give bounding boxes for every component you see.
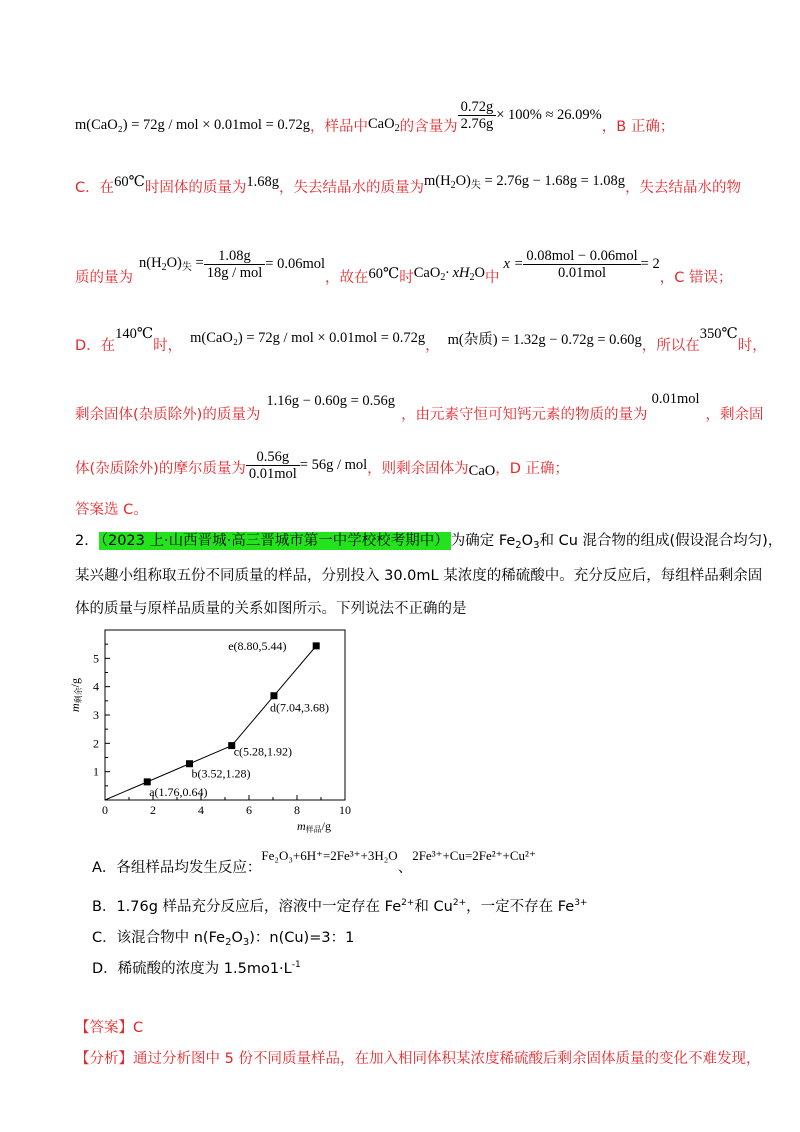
line-c2: 质的量为 $n(H_2O)_失$ = $\frac{1.08g}{\text{18g / mol}}$ = 0.06mol ，故在 60℃ 时 $CaO_2\cdot xH_2O$ 中 x = $\frac{\text{0.08mol − 0.06mol}}{\text{0.01mol}}$ = 2 ，C 错误； (75, 247, 733, 286)
chart-residue-vs-sample (65, 615, 365, 840)
y-tick-label: 4 (93, 679, 99, 694)
y-tick-label: 5 (93, 651, 99, 666)
option-d: D．稀硫酸的浓度为 $1.5mo1\cdot L^{-1}$ (92, 960, 301, 977)
y-tick-label: 1 (93, 764, 99, 779)
x-tick-label: 10 (339, 803, 351, 817)
analysis: 【分析】通过分析图中 5 份不同质量样品，在加入相同体积某浓度稀硫酸后剩余固体质量的变化不难发现， (75, 1051, 761, 1067)
x-tick-label: 6 (246, 803, 252, 817)
line-d3: 体(杂质除外)的摩尔质量为 $\frac{0.56g}{\text{0.01mol}}$ = 56g / mol ，则剩余固体为 CaO ，D 正确； (75, 448, 570, 482)
data-point-label: d(7.04,3.68) (269, 700, 329, 715)
x-tick-label: 2 (150, 803, 156, 817)
x-tick-label: 0 (102, 803, 108, 817)
line-d1: D．在 140℃ 时， m(CaO₂) = 72g / mol × 0.01mol = 0.72g ， m(杂质) = 1.32g − 0.72g = 0.60g ，所以在 350℃ 时， (75, 325, 767, 354)
data-point-label: a(1.76,0.64) (149, 784, 208, 799)
question-2-line-2: 某兴趣小组称取五份不同质量的样品，分别投入 30.0mL 某浓度的稀硫酸中。充分反应后，每组样品剩余固 (75, 568, 763, 584)
line-d2: 剩余固体(杂质除外)的质量为 1.16g − 0.60g = 0.56g ，由元素守恒可知钙元素的物质的量为 0.01mol ，剩余固 (75, 390, 764, 423)
formula-impurity: m(杂质) = 1.32g − 0.72g = 0.60g (447, 331, 642, 348)
source-tag: （2023 上·山西晋城·高三晋城市第一中学校校考期中） (100, 533, 449, 549)
data-point (313, 642, 320, 649)
question-2-line-3: 体的质量与原样品质量的关系如图所示。下列说法不正确的是 (75, 601, 467, 617)
formula-cao2-mass: m(CaO₂) = 72g / mol × 0.01mol = 0.72g (75, 116, 310, 133)
formula-lost-water: $m(H_2O)_失 = 2.76g - 1.68g = 1.08g$ (423, 173, 626, 191)
data-point-label: b(3.52,1.28) (191, 766, 251, 781)
answer-2: 【答案】C (75, 1020, 144, 1036)
fraction-molar-mass: $\frac{0.56g}{\text{0.01mol}}$ (246, 449, 300, 482)
option-a: A．各组样品均发生反应： Fe₂O₃+6H⁺=2Fe³⁺+3H₂O 、 2Fe³⁺+Cu=2Fe²⁺+Cu²⁺ (92, 848, 536, 876)
formula-cao2-d: m(CaO₂) = 72g / mol × 0.01mol = 0.72g (190, 329, 426, 346)
y-axis-label: m剩余/g (68, 677, 83, 713)
data-point-label: c(5.28,1.92) (233, 744, 293, 759)
fraction-moles-water: $\frac{1.08g}{\text{18g / mol}}$ (204, 248, 266, 281)
answer-1: 答案选 C。 (75, 502, 148, 518)
x-tick-label: 4 (198, 803, 204, 817)
line-b: m(CaO₂) = 72g / mol × 0.01mol = 0.72g ，样品中 CaO$_2$ 的含量为 $\frac{0.72g}{2.76g}$ × 100% ≈ 26.09% ，B 正确； (75, 98, 675, 135)
question-2-line-1: 2． （2023 上·山西晋城·高三晋城市第一中学校校考期中） 为确定 $Fe_2O_3$和 Cu 混合物的组成(假设混合均匀)， (75, 533, 783, 551)
fraction-x: $\frac{\text{0.08mol − 0.06mol}}{\text{0.01mol}}$ (523, 248, 640, 281)
option-c: C．该混合物中 $n(Fe_2O_3)$：n(Cu)=3：1 (92, 930, 355, 948)
x-axis-label: m样品/g (297, 819, 332, 834)
data-point (270, 692, 277, 699)
line-c1: C．在 60℃ 时固体的质量为 1.68g ，失去结晶水的质量为 $m(H_2O)_失 = 2.76g - 1.68g = 1.08g$ ，失去结晶水的物 (75, 173, 742, 196)
x-tick-label: 8 (294, 803, 300, 817)
y-tick-label: 3 (93, 708, 99, 722)
y-tick-label: 2 (93, 736, 99, 751)
data-point-label: e(8.80,5.44) (228, 638, 287, 653)
option-b: B．1.76g 样品充分反应后，溶液中一定存在 $Fe^{2+}$和 $Cu^{2+}$，一定不存在 $Fe^{3+}$ (92, 898, 588, 915)
fraction-content: $\frac{0.72g}{2.76g}$ (458, 99, 497, 132)
